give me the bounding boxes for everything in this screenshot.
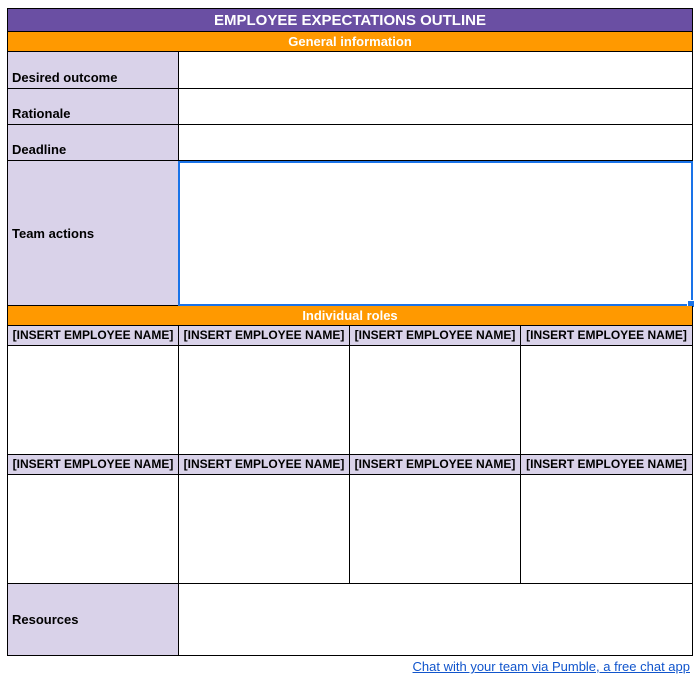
desired-outcome-label: Desired outcome: [7, 52, 179, 89]
employee-name-header-5[interactable]: [INSERT EMPLOYEE NAME]: [7, 455, 179, 475]
employee-name-header-7[interactable]: [INSERT EMPLOYEE NAME]: [349, 455, 521, 475]
deadline-label: Deadline: [7, 125, 179, 161]
employee-role-cell-2[interactable]: [178, 346, 350, 455]
employee-name-header-4[interactable]: [INSERT EMPLOYEE NAME]: [520, 326, 693, 346]
resources-cell[interactable]: [178, 584, 693, 656]
employee-name-header-3[interactable]: [INSERT EMPLOYEE NAME]: [349, 326, 521, 346]
pumble-chat-link[interactable]: Chat with your team via Pumble, a free chat app: [412, 659, 690, 674]
employee-role-cell-6[interactable]: [178, 475, 350, 584]
employee-name-header-8[interactable]: [INSERT EMPLOYEE NAME]: [520, 455, 693, 475]
individual-roles-header: Individual roles: [7, 306, 693, 326]
desired-outcome-cell[interactable]: [178, 52, 693, 89]
employee-role-cell-8[interactable]: [520, 475, 693, 584]
employee-name-header-6[interactable]: [INSERT EMPLOYEE NAME]: [178, 455, 350, 475]
deadline-cell[interactable]: [178, 125, 693, 161]
employee-name-header-1[interactable]: [INSERT EMPLOYEE NAME]: [7, 326, 179, 346]
employee-role-cell-7[interactable]: [349, 475, 521, 584]
general-information-header: General information: [7, 32, 693, 52]
employee-role-cell-5[interactable]: [7, 475, 179, 584]
employee-role-cell-3[interactable]: [349, 346, 521, 455]
employee-role-cell-1[interactable]: [7, 346, 179, 455]
employee-name-header-2[interactable]: [INSERT EMPLOYEE NAME]: [178, 326, 350, 346]
rationale-cell[interactable]: [178, 89, 693, 125]
team-actions-cell[interactable]: [178, 161, 693, 306]
rationale-label: Rationale: [7, 89, 179, 125]
sheet-title: EMPLOYEE EXPECTATIONS OUTLINE: [7, 8, 693, 32]
team-actions-label: Team actions: [7, 161, 179, 306]
resources-label: Resources: [7, 584, 179, 656]
employee-role-cell-4[interactable]: [520, 346, 693, 455]
